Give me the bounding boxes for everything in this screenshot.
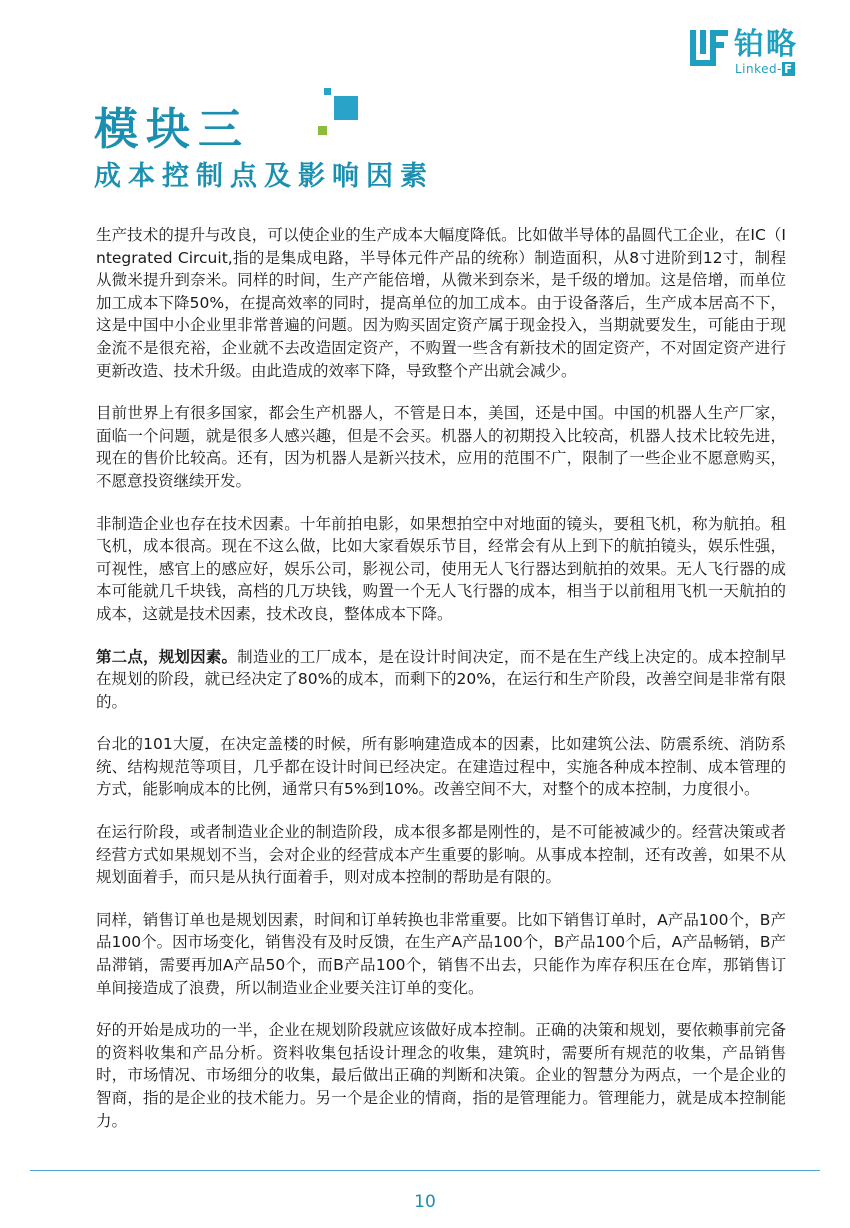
article-body: [96, 224, 786, 1152]
logo-tagline: Linked- F: [735, 62, 793, 76]
paragraph: 第二点，规划因素。制造业的工厂成本，是在设计时间决定，而不是在生产线上决定的。成本控制早在规划的阶段，就已经决定了80%的成本，而剩下的20%，在运行和生产阶段，改善空间是非常有限的。: [96, 647, 786, 711]
paragraph: 目前世界上有很多国家，都会生产机器人，不管是日本，美国，还是中国。中国的机器人生产厂家，面临一个问题，就是很多人感兴趣，但是不会买。机器人的初期投入比较高，机器人技术比较先进，现在的售价比较高。还有，因为机器人是新兴技术，应用的范围不广，限制了一些企业不愿意购买，不愿意投资继续开发。: [96, 404, 786, 490]
logo-name: 铂略: [734, 27, 798, 62]
paragraph: 非制造企业也存在技术因素。十年前拍电影，如果想拍空中对地面的镜头，要租飞机，称为航拍。租飞机，成本很高。现在不这么做，比如大家看娱乐节目，经常会有从上到下的航拍镜头，娱乐性强，可视性，感官上的感应好，娱乐公司，影视公司，使用无人飞行器达到航拍的效果。无人飞行器的成本可能就几千块钱，高档的几万块钱，购置一个无人飞行器的成本，相当于以前租用飞机一天航拍的成本，这就是技术因素，技术改良，整体成本下降。: [96, 514, 786, 623]
decorative-squares-icon: [314, 86, 370, 146]
page-number: 10: [414, 1192, 436, 1212]
page-subtitle: 成本控制点及影响因素: [94, 161, 434, 192]
paragraph: 同样，销售订单也是规划因素，时间和订单转换也非常重要。比如下销售订单时，A产品100个，B产品100个。因市场变化，销售没有及时反馈，在生产A产品100个，B产品100个后，A产品畅销，B产品滞销，需要再加A产品50个，而B产品100个，销售不出去，只能作为库存积压在仓库，那销售订单间接造成了浪费，所以制造业企业要关注订单的变化。: [96, 910, 786, 997]
brand-logo: [690, 28, 830, 76]
paragraph: 生产技术的提升与改良，可以使企业的生产成本大幅度降低。比如做半导体的晶圆代工企业，在IC（Integrated Circuit,指的是集成电路，半导体元件产品的统称）制造面积，从8寸进阶到12寸，制程从微米提升到奈米。同样的时间，生产产能倍增，从微米到奈米，是千级的增加。这是倍增，而单位加工成本下降50%，在提高效率的同时，提高单位的加工成本。由于设备落后，生产成本居高不下，这是中国中小企业里非常普遍的问题。因为购买固定资产属于现金投入，当期就要发生，可能由于现金流不是很充裕，企业就不去改造固定资产，不购置一些含有新技术的固定资产，不对固定资产进行更新改造、技术升级。由此造成的效率下降，导致整个产出就会减少。: [96, 226, 786, 380]
paragraph-lead: 第二点，规划因素。: [96, 647, 238, 666]
paragraph: 好的开始是成功的一半，企业在规划阶段就应该做好成本控制。正确的决策和规划，要依赖事前完备的资料收集和产品分析。资料收集包括设计理念的收集，建筑时，需要所有规范的收集，产品销售时，市场情况、市场细分的收集，最后做出正确的判断和决策。企业的智慧分为两点，一个是企业的智商，指的是企业的技术能力。另一个是企业的情商，指的是管理能力。管理能力，就是成本控制能力。: [96, 1021, 786, 1130]
paragraph: 在运行阶段，或者制造业企业的制造阶段，成本很多都是刚性的，是不可能被减少的。经营决策或者经营方式如果规划不当，会对企业的经营成本产生重要的影响。从事成本控制，还有改善，如果不从规划面着手，而只是从执行面着手，则对成本控制的帮助是有限的。: [96, 823, 786, 887]
linked-f-logo-icon: [690, 30, 730, 70]
paragraph: 台北的101大厦，在决定盖楼的时候，所有影响建造成本的因素，比如建筑公法、防震系统、消防系统、结构规范等项目，几乎都在设计时间已经决定。在建造过程中，实施各种成本控制、成本管理的方式，能影响成本的比例，通常只有5%到10%。改善空间不大，对整个的成本控制，力度很小。: [96, 735, 786, 799]
footer-divider: [30, 1170, 820, 1171]
page-title: 模块三: [94, 104, 250, 155]
